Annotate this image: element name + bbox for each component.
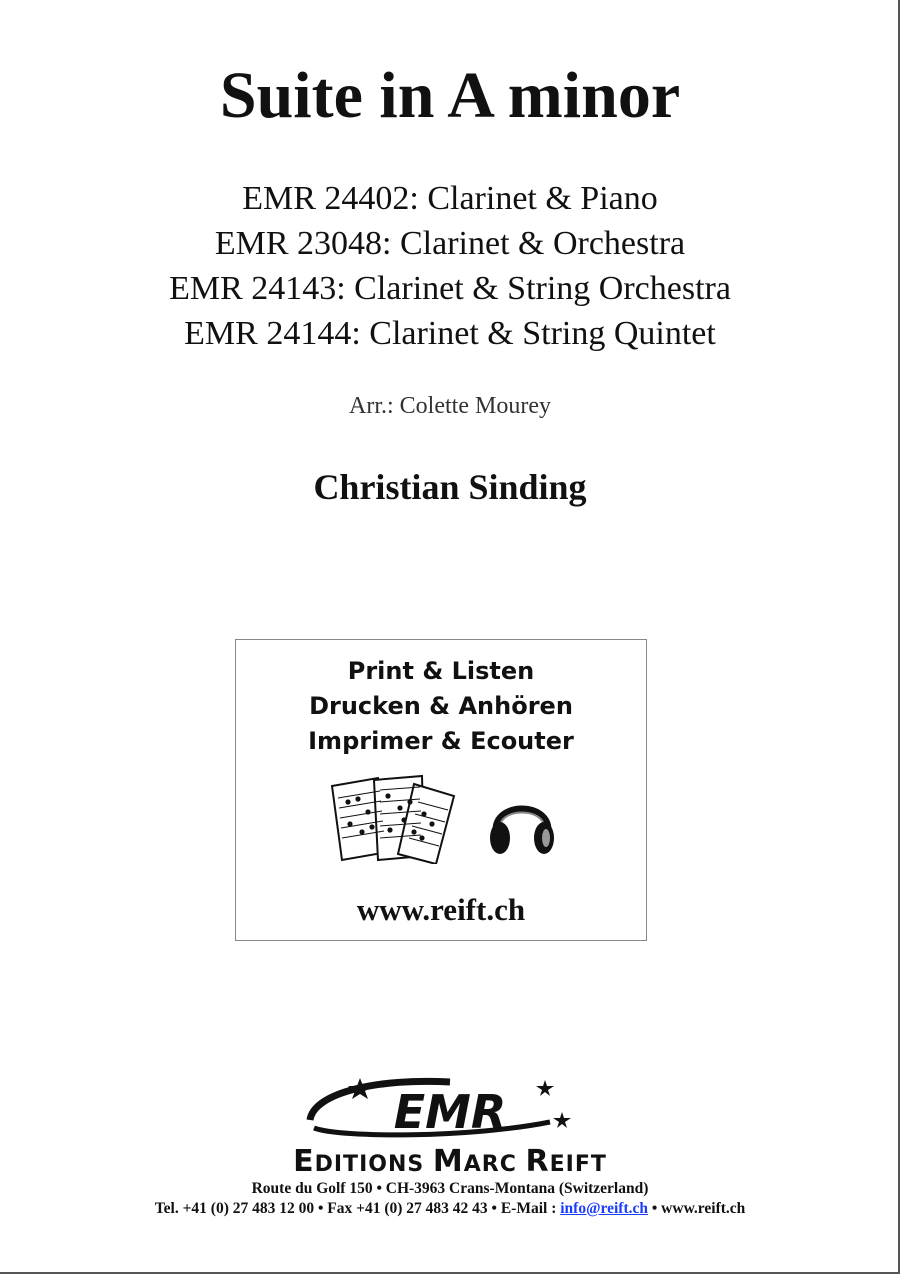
- emr-logo: [300, 1074, 600, 1146]
- publisher-name-rest: DITIONS: [314, 1152, 433, 1177]
- edition-line: EMR 24402: Clarinet & Piano: [242, 180, 658, 217]
- edition-line: EMR 24144: Clarinet & String Quintet: [184, 315, 716, 352]
- promo-text: [236, 654, 646, 759]
- publisher-name-rest: ARC: [463, 1152, 526, 1177]
- page-title: Suite in A minor: [219, 59, 681, 132]
- promo-line: Imprimer & Ecouter: [308, 727, 574, 755]
- edition-list: [0, 176, 900, 356]
- publisher-address: Route du Golf 150 • CH-3963 Crans-Montana (Switzerland): [251, 1180, 649, 1197]
- publisher-name: [0, 1144, 900, 1179]
- publisher-contact: [0, 1200, 900, 1218]
- publisher-name-initial: R: [525, 1144, 550, 1179]
- print-listen-promo: [235, 639, 647, 941]
- promo-line: Drucken & Anhören: [309, 692, 573, 720]
- contact-website: • www.reift.ch: [648, 1200, 746, 1217]
- promo-url[interactable]: www.reift.ch: [356, 892, 526, 927]
- edition-line: EMR 23048: Clarinet & Orchestra: [214, 225, 686, 262]
- composer-name: Christian Sinding: [313, 467, 587, 507]
- publisher-name-rest: EIFT: [549, 1152, 607, 1177]
- promo-line: Print & Listen: [347, 657, 535, 685]
- arranger-credit: Arr.: Colette Mourey: [349, 393, 551, 419]
- email-link[interactable]: info@reift.ch: [560, 1200, 648, 1217]
- sheet-music-icon: [328, 772, 460, 864]
- contact-phone-fax: Tel. +41 (0) 27 483 12 00 • Fax +41 (0) 27 483 42 43 • E-Mail :: [154, 1200, 561, 1217]
- headphones-icon: [486, 788, 558, 860]
- publisher-name-initial: E: [293, 1144, 315, 1179]
- edition-line: EMR 24143: Clarinet & String Orchestra: [169, 270, 731, 307]
- publisher-name-initial: M: [432, 1144, 464, 1179]
- emr-logo-text: EMR: [393, 1085, 507, 1139]
